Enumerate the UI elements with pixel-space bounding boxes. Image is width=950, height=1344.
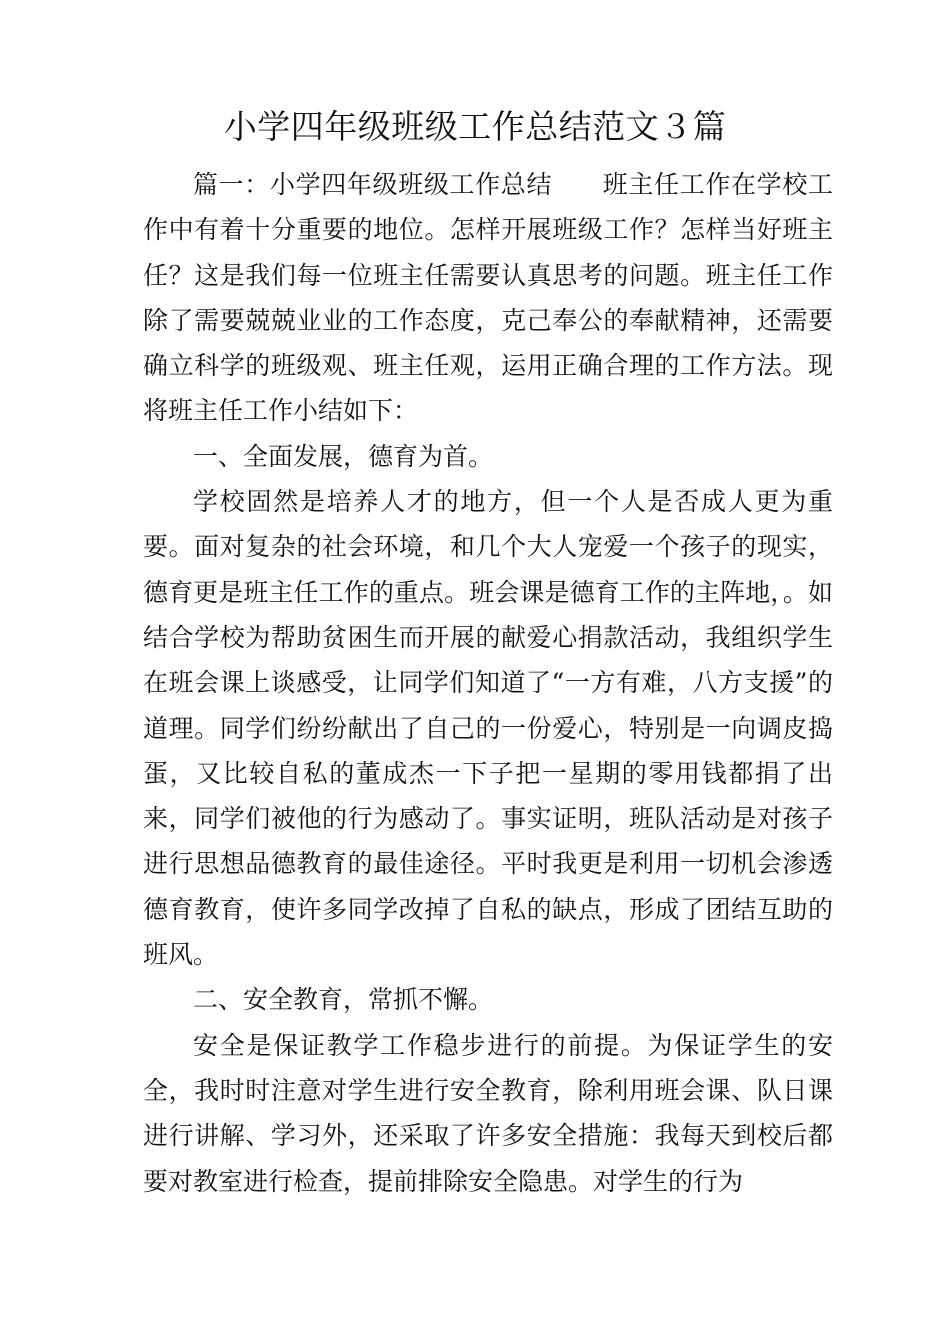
document-body [143,162,833,1204]
document-title: 小学四年级班级工作总结范文３篇 [223,107,727,146]
intro-heading: 篇一：小学四年级班级工作总结 [193,170,553,199]
section2-heading: 二、安全教育，常抓不懈。 [193,985,494,1015]
section1-paragraph: 学校固然是培养人才的地方，但一个人是否成人更为重要。面对复杂的社会环境，和几个大人宠爱一个孩子的现实，德育更是班主任工作的重点。班会课是德育工作的主阵地，。如结合学校为帮助贫困生而开展的献爱心捐款活动，我组织学生在班会课上谈感受，让同学们知道了“一方有难，八方支援”的道理。同学们纷纷献出了自己的一份爱心，特别是一向调皮捣蛋，又比较自私的董成杰一下子把一星期的零用钱都捐了出来，同学们被他的行为感动了。事实证明，班队活动是对孩子进行思想品德教育的最佳途径。平时我更是利用一切机会渗透德育教育，使许多同学改掉了自私的缺点，形成了团结互助的班风。 [143,487,833,970]
intro-text: 班主任工作在学校工作中有着十分重要的地位。怎样开展班级工作？怎样当好班主任？这是我们每一位班主任需要认真思考的问题。班主任工作除了需要兢兢业业的工作态度，克己奉公的奉献精神，还需要确立科学的班级观、班主任观，运用正确合理的工作方法。现将班主任工作小结如下： [143,170,833,426]
intro-paragraph [143,162,833,434]
section2-paragraph: 安全是保证教学工作稳步进行的前提。为保证学生的安全，我时时注意对学生进行安全教育，除利用班会课、队日课进行讲解、学习外，还采取了许多安全措施：我每天到校后都要对教室进行检查，提前排除安全隐患。对学生的行为 [143,1030,833,1196]
section1-heading: 一、全面发展，德育为首。 [193,441,494,471]
